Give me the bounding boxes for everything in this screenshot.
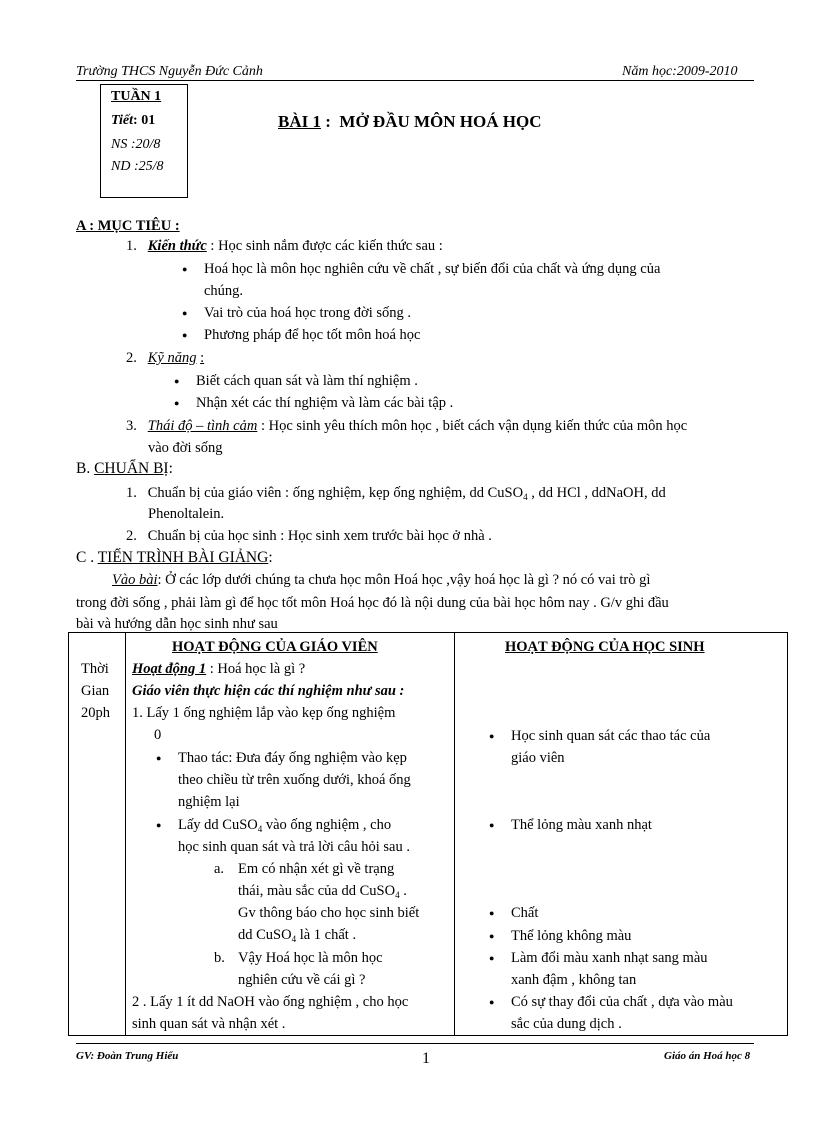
- teacher-bullet-1: ● Thao tác: Đưa đáy ống nghiệm vào kẹp: [178, 748, 407, 768]
- intro-label: Vào bài: [112, 572, 158, 588]
- question-b-num: b.: [214, 950, 225, 966]
- section-c-colon: :: [268, 549, 273, 566]
- skills-colon: :: [200, 350, 205, 366]
- question-a-l3: Gv thông báo cho học sinh biết: [238, 905, 420, 921]
- student-bullet-4: ● Thể lỏng không màu: [511, 926, 631, 946]
- knowledge-text: : Học sinh nắm được các kiến thức sau :: [210, 238, 443, 254]
- intro-line-3: bài và hướng dẫn học sinh như sau: [76, 616, 278, 632]
- section-c-prefix: C .: [76, 549, 98, 566]
- skills-bullet-2: ● Nhận xét các thí nghiệm và làm các bài tập .: [196, 393, 453, 413]
- student-bullet-6-l2: sắc của dung dịch .: [511, 1016, 622, 1032]
- teacher-bullet-2: [178, 815, 391, 839]
- subscript: 4: [291, 934, 297, 944]
- nd-date: ND :25/8: [111, 159, 164, 174]
- lesson-colon: :: [325, 112, 331, 131]
- time-label-2: Gian: [81, 683, 110, 699]
- teacher-bullet-2-l2: học sinh quan sát và trả lời câu hỏi sau .: [178, 839, 410, 855]
- student-bullet-5-l2: xanh đậm , không tan: [511, 972, 637, 988]
- time-label-1: Thời: [81, 661, 109, 677]
- time-column: [69, 633, 126, 1036]
- text: thái, màu sắc của dd CuSO: [238, 883, 396, 899]
- period-row: [111, 113, 155, 129]
- attitude-label: Thái độ – tình cảm: [147, 418, 258, 434]
- text: Lấy dd CuSO: [178, 817, 258, 833]
- footer-teacher: GV: Đoàn Trung Hiếu: [76, 1050, 179, 1062]
- student-header: HOẠT ĐỘNG CỦA HỌC SINH: [505, 639, 705, 655]
- objective-knowledge: [126, 236, 443, 256]
- question-a-l2: [238, 881, 407, 905]
- student-column: [455, 633, 788, 1036]
- text: .: [399, 883, 407, 899]
- lesson-name: MỞ ĐẦU MÔN HOÁ HỌC: [339, 112, 542, 131]
- lesson-info-box: [100, 84, 188, 198]
- question-a: Em có nhận xét gì về trạng: [238, 861, 395, 877]
- prep-teacher-text: Chuẩn bị của giáo viên : ống nghiệm, kẹp ống nghiệm, dd CuSO: [147, 485, 524, 501]
- text: là 1 chất .: [296, 927, 357, 943]
- prep-student: [126, 526, 492, 546]
- activity-label: Hoạt động 1: [132, 661, 207, 677]
- teacher-step-1: 1. Lấy 1 ống nghiệm lắp vào kẹp ống nghiệm: [132, 705, 396, 721]
- item-number: 2.: [126, 350, 137, 366]
- lesson-number: BÀI 1: [278, 112, 321, 131]
- lesson-title: [278, 112, 542, 132]
- item-number: 1.: [126, 485, 137, 501]
- teacher-header: HOẠT ĐỘNG CỦA GIÁO VIÊN: [172, 639, 378, 655]
- time-value: 20ph: [81, 705, 110, 721]
- section-b-title: CHUẨN BỊ: [94, 460, 169, 477]
- activity-table: [68, 632, 788, 1036]
- teacher-step-2: 2 . Lấy 1 ít dd NaOH vào ống nghiệm , cho học: [132, 994, 409, 1010]
- subscript: 4: [395, 890, 400, 900]
- teacher-column: [126, 633, 455, 1036]
- text: vào ống nghiệm , cho: [262, 817, 392, 833]
- question-b-l2: nghiên cứu về cái gì ?: [238, 972, 366, 988]
- intro-line-1: [112, 570, 650, 590]
- prep-teacher-cont: Phenoltalein.: [148, 506, 225, 522]
- question-b: Vậy Hoá học là môn học: [238, 950, 383, 966]
- prep-teacher-text-2: , dd HCl , ddNaOH, dd: [527, 485, 666, 501]
- teacher-bullet-1-l2: theo chiều từ trên xuống dưới, khoá ống: [178, 772, 411, 788]
- section-a-heading: A : MỤC TIÊU :: [76, 218, 180, 234]
- intro-text: : Ở các lớp dưới chúng ta chưa học môn Hoá học ,vậy hoá học là gì ? nó có vai trò gì: [157, 572, 651, 588]
- knowledge-bullet-2: ● Vai trò của hoá học trong đời sống .: [204, 303, 411, 323]
- teacher-step-1-cont: 0: [154, 727, 162, 743]
- intro-line-2: trong đời sống , phải làm gì để học tốt môn Hoá học đó là nội dung của bài học hôm nay . G/v ghi đầu: [76, 595, 669, 611]
- page-number: 1: [422, 1050, 430, 1067]
- objective-skills: [126, 348, 204, 368]
- school-name: Trường THCS Nguyễn Đức Cảnh: [76, 64, 263, 79]
- student-bullet-2: ● Thể lỏng màu xanh nhạt: [511, 815, 652, 835]
- teacher-step-2-l2: sinh quan sát và nhận xét .: [132, 1016, 286, 1032]
- attitude-text: : Học sinh yêu thích môn học , biết cách vận dụng kiến thức của môn học: [260, 418, 688, 434]
- question-a-num: a.: [214, 861, 225, 877]
- demo-intro: Giáo viên thực hiện các thí nghiệm như sau :: [132, 683, 405, 699]
- student-bullet-1: ● Học sinh quan sát các thao tác của: [511, 726, 710, 746]
- period-label: Tiết: [111, 113, 134, 128]
- skills-label: Kỹ năng: [147, 350, 197, 366]
- teacher-bullet-1-l3: nghiệm lại: [178, 794, 240, 810]
- text: dd CuSO: [238, 927, 292, 943]
- knowledge-bullet-3: ● Phương pháp để học tốt môn hoá học: [204, 325, 420, 345]
- knowledge-bullet-1-cont: chúng.: [204, 283, 244, 299]
- question-a-l4: [238, 925, 356, 949]
- period-value: : 01: [133, 113, 156, 128]
- subscript: 4: [523, 492, 528, 502]
- section-b-heading: [76, 459, 173, 479]
- section-b-prefix: B.: [76, 460, 95, 477]
- section-c-title: TIẾN TRÌNH BÀI GIẢNG: [97, 549, 269, 566]
- section-c-heading: [76, 548, 273, 568]
- school-year: Năm học:2009-2010: [622, 64, 738, 79]
- ns-date: NS :20/8: [111, 137, 161, 152]
- objective-attitude: [126, 416, 687, 436]
- knowledge-label: Kiến thức: [147, 238, 207, 254]
- week-label: TUẦN 1: [111, 89, 162, 104]
- student-bullet-6: ● Có sự thay đổi của chất , dựa vào màu: [511, 992, 733, 1012]
- student-bullet-1-l2: giáo viên: [511, 750, 565, 766]
- activity-text: : Hoá học là gì ?: [209, 661, 306, 677]
- prep-student-text: Chuẩn bị của học sinh : Học sinh xem trước bài học ở nhà .: [147, 528, 492, 544]
- attitude-text-cont: vào đời sống: [148, 440, 223, 456]
- item-number: 2.: [126, 528, 137, 544]
- header-rule: [76, 80, 754, 81]
- activity-1: [132, 659, 305, 679]
- footer-rule: [76, 1043, 754, 1044]
- section-b-colon: :: [168, 460, 173, 477]
- student-bullet-3: ● Chất: [511, 903, 538, 923]
- knowledge-bullet-1: ● Hoá học là môn học nghiên cứu về chất , sự biến đổi của chất và ứng dụng của: [204, 259, 660, 279]
- item-number: 3.: [126, 418, 137, 434]
- subscript: 4: [257, 824, 263, 834]
- student-bullet-5: ● Làm đổi màu xanh nhạt sang màu: [511, 948, 708, 968]
- skills-bullet-1: ● Biết cách quan sát và làm thí nghiệm .: [196, 371, 418, 391]
- footer-subject: Giáo án Hoá học 8: [664, 1050, 751, 1062]
- item-number: 1.: [126, 238, 137, 254]
